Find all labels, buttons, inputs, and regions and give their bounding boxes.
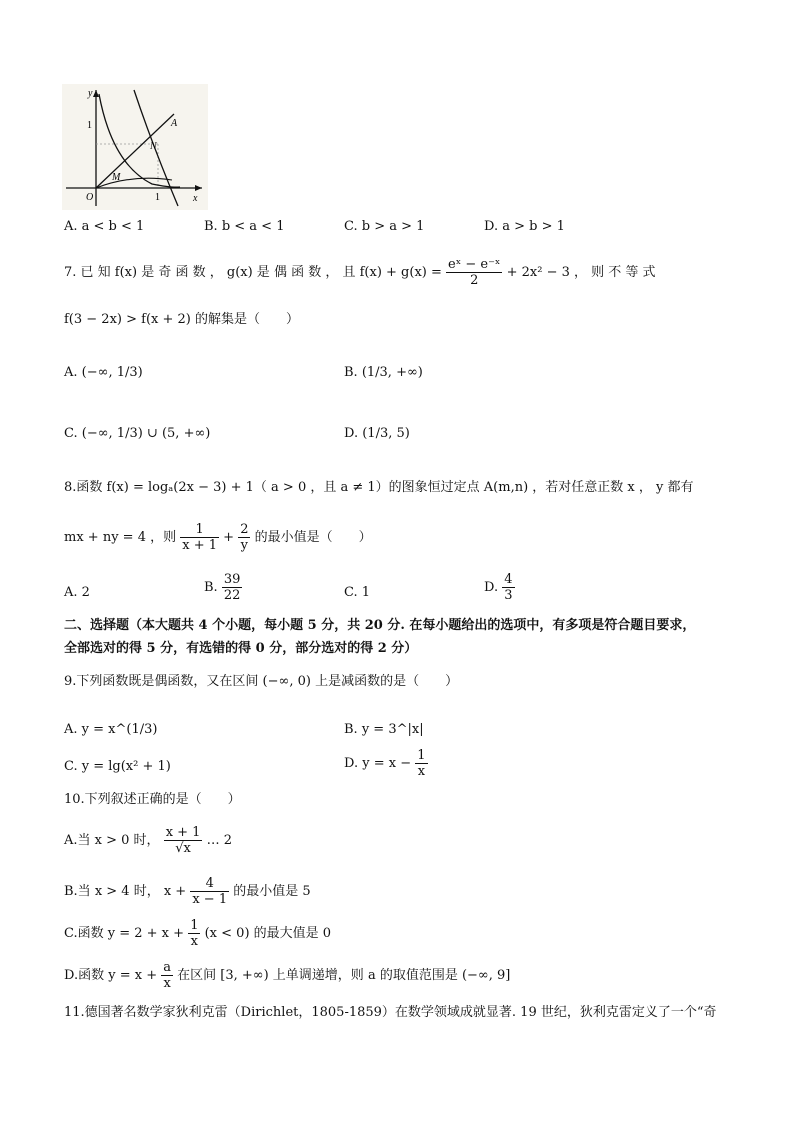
q8-option-d-num: 4 <box>504 572 513 587</box>
q8-fraction-1 <box>180 522 219 553</box>
section2-heading-line1: 二、选择题（本大题共 4 个小题，每小题 5 分，共 20 分. 在每小题给出的选项中，有多项是符合题目要求， <box>64 618 696 633</box>
q8-option-d <box>484 572 515 603</box>
x-one-label: 1 <box>155 192 160 203</box>
q9-option-d-pre: D. y = x − <box>344 756 412 771</box>
q8-plus: + <box>223 530 235 545</box>
q9-option-c: C. y = lg(x² + 1) <box>64 759 171 774</box>
q10-option-a-pre: A.当 x > 0 时， <box>64 833 160 848</box>
origin-label: O <box>86 192 94 203</box>
q8-stem-post: 的最小值是（ ） <box>254 530 372 545</box>
q10-option-a-post: … 2 <box>206 833 232 848</box>
figure-background <box>62 84 208 210</box>
q7-option-d: D. (1/3, 5) <box>344 426 410 441</box>
q8-option-b-den: 22 <box>223 588 241 603</box>
q7-option-c: C. (−∞, 1/3) ∪ (5, +∞) <box>64 426 211 441</box>
point-N-label: N <box>150 141 157 152</box>
q8-option-a: A. 2 <box>64 585 90 600</box>
q9-stem: 9.下列函数既是偶函数，又在区间 (−∞, 0) 上是减函数的是（ ） <box>64 674 459 689</box>
q10-option-d-fraction <box>161 960 173 991</box>
q10-option-d-den: x <box>163 976 171 991</box>
q10-option-d-post: 在区间 [3, +∞) 上单调递增，则 a 的取值范围是 (−∞, 9] <box>177 968 511 983</box>
q10-option-d-num: a <box>163 960 171 975</box>
q10-option-a-num: x + 1 <box>165 825 201 840</box>
x-axis-label: x <box>193 193 198 204</box>
q7-stem-text: 7. 已 知 f(x) 是 奇 函 数 ， g(x) 是 偶 函 数 ， 且 f(x) + g(x) = <box>64 265 442 280</box>
section2-heading-line2: 全部选对的得 5 分，有选错的得 0 分，部分选对的得 2 分） <box>64 641 418 656</box>
q6-option-c: C. b > a > 1 <box>344 219 425 234</box>
q10-option-b-post: 的最小值是 5 <box>233 884 311 899</box>
q9-option-d-num: 1 <box>417 748 426 763</box>
q8-option-d-fraction <box>502 572 514 603</box>
q7-fraction-den: 2 <box>470 273 479 288</box>
q9-option-d-fraction <box>415 748 427 779</box>
q8-fraction-1-den: x + 1 <box>182 538 217 553</box>
q8-option-b <box>204 572 242 603</box>
q8-option-c: C. 1 <box>344 585 371 600</box>
q8-option-b-fraction <box>222 572 243 603</box>
q10-option-b-den: x − 1 <box>192 892 228 907</box>
q10-option-a-den: √x <box>175 841 191 856</box>
q8-option-b-num: 39 <box>223 572 241 587</box>
q8-option-b-label: B. <box>204 580 218 595</box>
y-axis-label: y <box>88 88 93 99</box>
point-M-label: M <box>112 172 121 183</box>
q8-fraction-1-num: 1 <box>180 522 219 538</box>
q9-option-d <box>344 748 428 779</box>
q8-fraction-2-num: 2 <box>240 522 249 537</box>
q10-option-c-post: (x < 0) 的最大值是 0 <box>204 926 332 941</box>
q8-fraction-2 <box>238 522 250 553</box>
q10-option-c-den: x <box>190 934 198 949</box>
q11-stem-line1: 11.德国著名数学家狄利克雷（Dirichlet，1805-1859）在数学领域成就显著. 19 世纪，狄利克雷定义了一个“奇 <box>64 1005 717 1020</box>
q7-option-b: B. (1/3, +∞) <box>344 365 423 380</box>
q10-option-b <box>64 876 311 907</box>
q9-option-a: A. y = x^(1/3) <box>64 722 158 737</box>
q7-option-a: A. (−∞, 1/3) <box>64 365 143 380</box>
q10-option-c <box>64 918 331 949</box>
q10-option-a-fraction <box>164 825 203 856</box>
q6-option-d: D. a > b > 1 <box>484 219 565 234</box>
q7-stem-line2: f(3 − 2x) > f(x + 2) 的解集是（ ） <box>64 312 299 327</box>
q9-option-d-den: x <box>417 764 426 779</box>
q8-stem-line1: 8.函数 f(x) = logₐ(2x − 3) + 1（ a > 0 ，且 a ≠ 1）的图象恒过定点 A(m,n) ，若对任意正数 x ， y 都有 <box>64 480 694 495</box>
q8-fraction-2-den: y <box>240 538 248 553</box>
q10-option-c-num: 1 <box>190 918 199 933</box>
q10-option-c-fraction <box>188 918 200 949</box>
q7-stem-line1 <box>64 257 656 288</box>
function-graph-figure <box>62 84 208 210</box>
q6-option-b: B. b < a < 1 <box>204 219 285 234</box>
q10-option-d-pre: D.函数 y = x + <box>64 968 158 983</box>
q10-stem: 10.下列叙述正确的是（ ） <box>64 792 241 807</box>
q9-option-b: B. y = 3^|x| <box>344 722 424 737</box>
q10-option-a <box>64 825 232 856</box>
q10-option-c-pre: C.函数 y = 2 + x + <box>64 926 185 941</box>
q6-option-a: A. a < b < 1 <box>64 219 145 234</box>
y-one-label: 1 <box>87 120 92 131</box>
q8-option-d-den: 3 <box>504 588 513 603</box>
point-A-label: A <box>171 118 178 129</box>
q10-option-b-fraction <box>190 876 229 907</box>
q7-fraction-num: eˣ − e⁻ˣ <box>448 257 501 272</box>
q8-stem-pre: mx + ny = 4 ，则 <box>64 530 177 545</box>
q10-option-b-num: 4 <box>190 876 229 892</box>
q10-option-b-pre: B.当 x > 4 时， x + <box>64 884 187 899</box>
q8-option-d-label: D. <box>484 580 499 595</box>
q8-stem-line2 <box>64 522 372 553</box>
q10-option-d <box>64 960 510 991</box>
q7-stem-tail: + 2x² − 3 ， 则 不 等 式 <box>506 265 656 280</box>
q7-fraction <box>446 257 502 288</box>
